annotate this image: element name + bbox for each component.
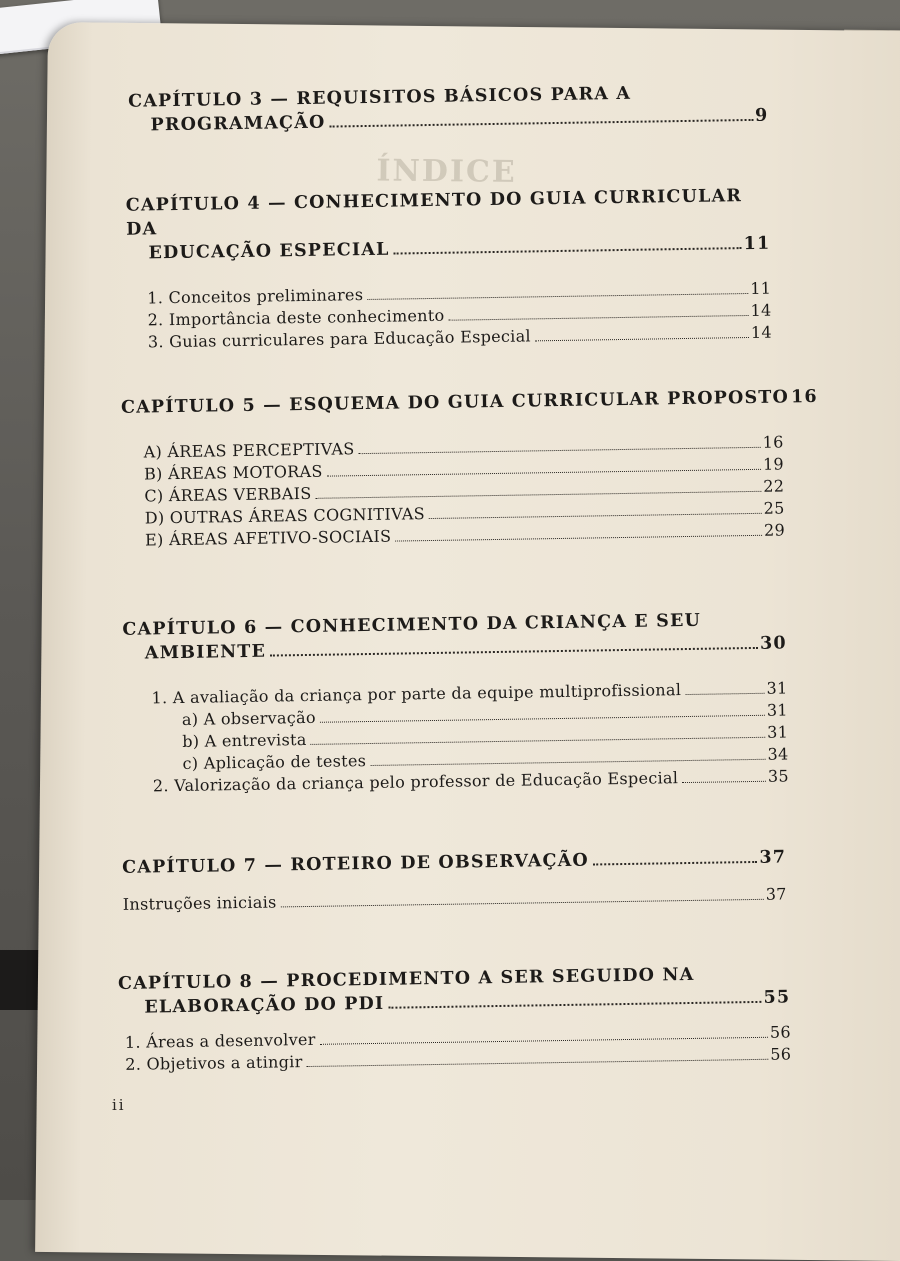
leader-dots bbox=[281, 899, 764, 908]
chapter-title-cont: AMBIENTE bbox=[144, 641, 267, 664]
leader-dots bbox=[320, 1037, 768, 1045]
chapter-title: CAPÍTULO 6 — CONHECIMENTO DA CRIANÇA E SEU bbox=[122, 610, 702, 640]
leader-dots bbox=[270, 647, 758, 657]
chapter-title: CAPÍTULO 4 — CONHECIMENTO DO GUIA CURRICULAR DA bbox=[125, 186, 743, 240]
leader-dots bbox=[449, 315, 749, 321]
page-number: 55 bbox=[763, 987, 791, 1008]
dark-object bbox=[0, 950, 40, 1010]
toc-entry: 1. Conceitos preliminares 11 bbox=[147, 278, 772, 308]
leader-dots bbox=[316, 491, 762, 499]
leader-dots bbox=[395, 535, 762, 542]
page-number: 37 bbox=[759, 847, 787, 868]
toc-entry: 2. Objetivos a atingir 56 bbox=[125, 1044, 792, 1074]
leader-dots bbox=[535, 337, 749, 341]
chapter-7 bbox=[122, 845, 787, 915]
page-footer-number: ii bbox=[112, 1096, 126, 1114]
leader-dots bbox=[307, 1059, 769, 1067]
toc-entry: b) A entrevista 31 bbox=[182, 722, 789, 751]
chapter-title-cont: PROGRAMAÇÃO bbox=[150, 112, 326, 136]
chapter-title-cont: ELABORAÇÃO DO PDI bbox=[144, 993, 385, 1018]
leader-dots bbox=[359, 447, 761, 454]
chapter-5 bbox=[120, 385, 818, 551]
chapter-title: CAPÍTULO 8 — PROCEDIMENTO A SER SEGUIDO NA bbox=[117, 964, 695, 994]
leader-dots bbox=[330, 119, 754, 128]
bleed-through-heading: ÍNDICE bbox=[376, 153, 517, 190]
leader-dots bbox=[311, 737, 766, 745]
chapter-title: CAPÍTULO 7 — ROTEIRO DE OBSERVAÇÃO bbox=[122, 850, 590, 878]
toc-entry: A) ÁREAS PERCEPTIVAS 16 bbox=[143, 432, 784, 462]
leader-dots bbox=[593, 861, 757, 866]
leader-dots bbox=[394, 247, 742, 254]
page-number: 30 bbox=[759, 633, 787, 654]
leader-dots bbox=[320, 715, 765, 723]
toc-entry: 1. A avaliação da criança por parte da equipe multiprofissional 31 bbox=[151, 678, 788, 708]
chapter-title: CAPÍTULO 3 — REQUISITOS BÁSICOS PARA A bbox=[128, 83, 632, 112]
toc-entry: 2. Importância deste conhecimento 14 bbox=[147, 300, 772, 330]
toc-entry: 3. Guias curriculares para Educação Especial 14 bbox=[147, 322, 773, 352]
page-number: 11 bbox=[743, 233, 771, 255]
page-number: 9 bbox=[754, 105, 769, 126]
toc-entry: a) A observação 31 bbox=[181, 700, 788, 729]
toc-entry: B) ÁREAS MOTORAS 19 bbox=[143, 454, 785, 484]
toc-entry: D) OUTRAS ÁREAS COGNITIVAS 25 bbox=[144, 498, 785, 528]
leader-dots bbox=[370, 759, 765, 766]
leader-dots bbox=[429, 513, 762, 519]
chapter-4 bbox=[126, 184, 772, 354]
leader-dots bbox=[367, 293, 748, 300]
toc-entry: C) ÁREAS VERBAIS 22 bbox=[144, 476, 785, 506]
chapter-6 bbox=[122, 607, 789, 797]
toc-entry: Instruções iniciais 37 bbox=[122, 884, 787, 914]
leader-dots bbox=[685, 693, 764, 695]
chapter-8 bbox=[118, 961, 792, 1076]
leader-dots bbox=[682, 781, 766, 783]
toc-entry: E) ÁREAS AFETIVO-SOCIAIS 29 bbox=[144, 520, 786, 550]
toc-entry: 2. Valorização da criança pelo professor de Educação Especial 35 bbox=[152, 766, 790, 796]
toc-entry: c) Aplicação de testes 34 bbox=[182, 744, 789, 773]
chapter-3 bbox=[128, 80, 769, 138]
leader-dots bbox=[327, 469, 761, 477]
chapter-title-cont: EDUCAÇÃO ESPECIAL bbox=[148, 239, 390, 264]
toc-entry: 1. Áreas a desenvolver 56 bbox=[124, 1022, 792, 1052]
page-number: 16 bbox=[790, 386, 818, 408]
chapter-title: CAPÍTULO 5 — ESQUEMA DO GUIA CURRICULAR PROPOSTO bbox=[120, 387, 790, 418]
leader-dots bbox=[388, 1001, 761, 1009]
